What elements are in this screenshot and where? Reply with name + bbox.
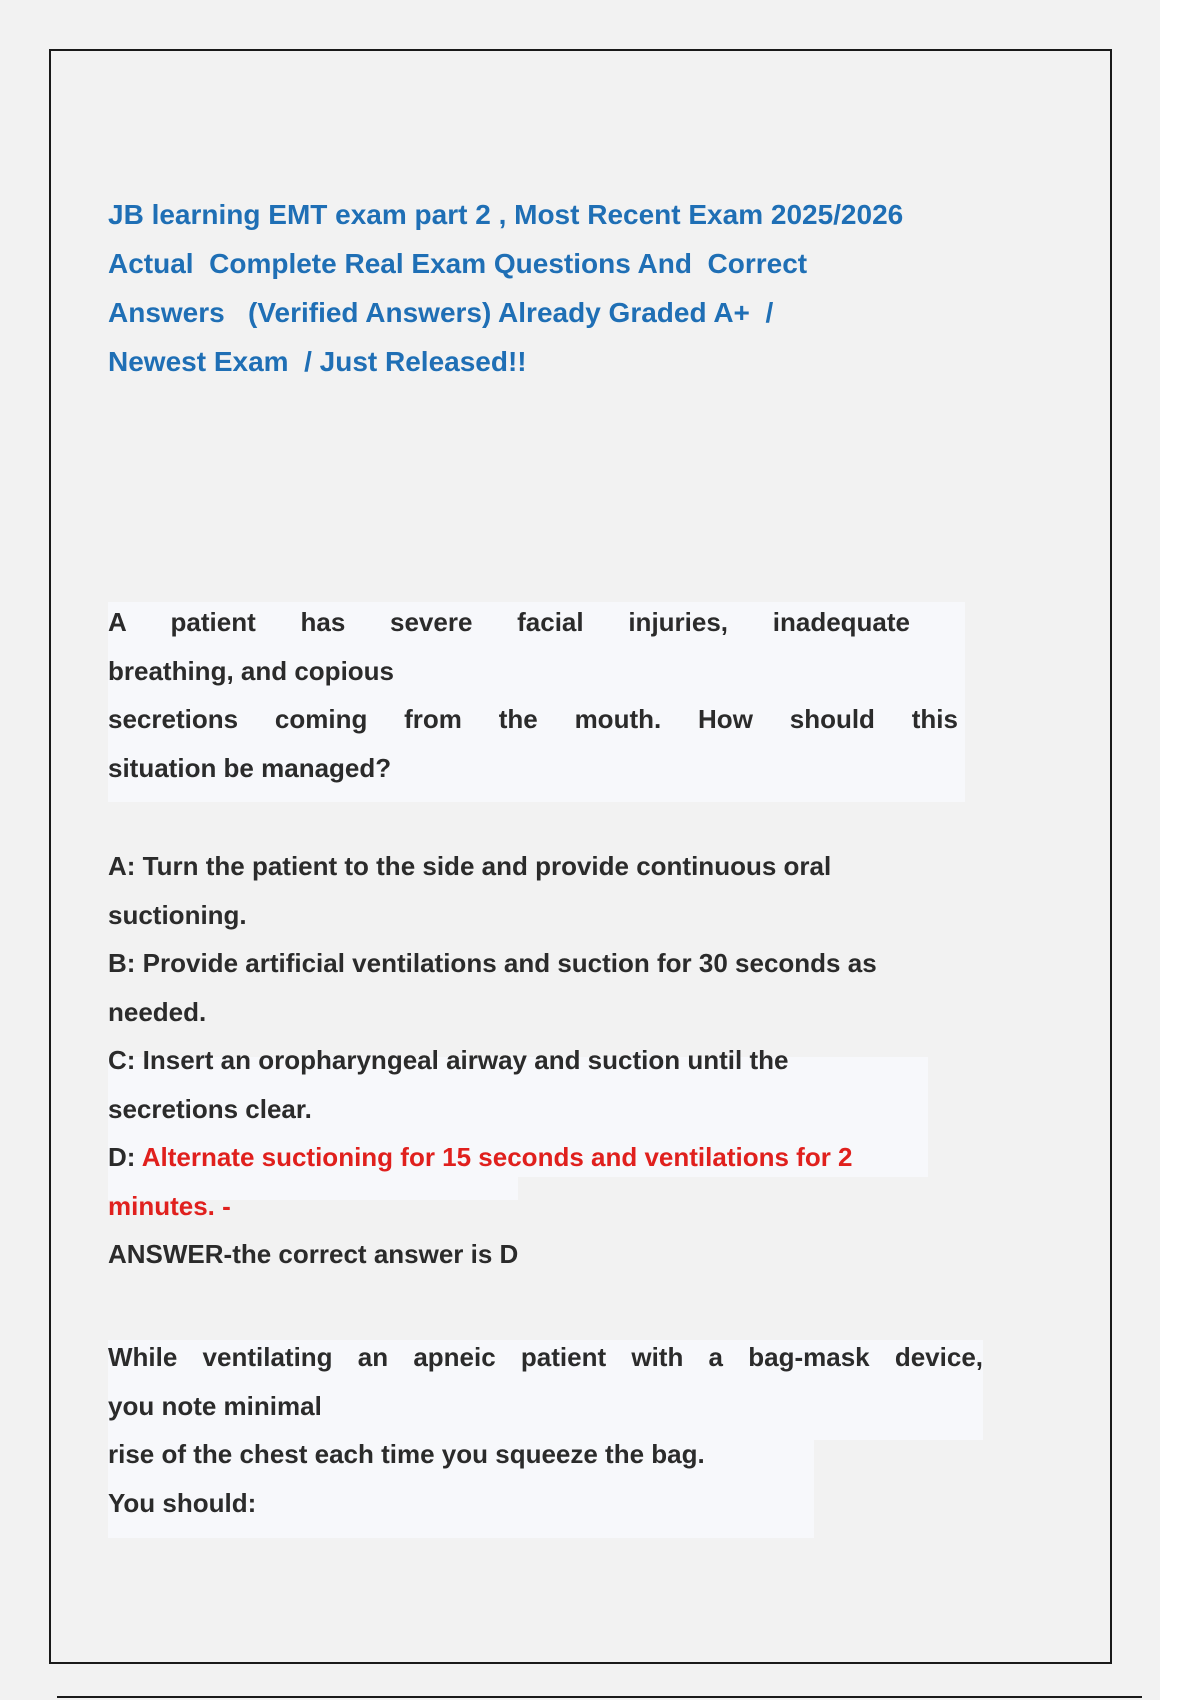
question1-line-1: A patient has severe facial injuries, inadequate — [108, 607, 910, 637]
question1-options — [108, 842, 1008, 1279]
option-a-line-1: A: Turn the patient to the side and provide continuous oral — [108, 851, 832, 881]
option-d-correct-text: Alternate suctioning for 15 seconds and ventilations for 2 — [141, 1142, 853, 1172]
option-c-line-2: secretions clear. — [108, 1093, 312, 1124]
question1-line-3: secretions coming from the mouth. How should this — [108, 704, 958, 734]
option-c-line-1: C: Insert an oropharyngeal airway and suction until the — [108, 1045, 789, 1075]
title-line-4: Newest Exam / Just Released!! — [108, 346, 527, 377]
option-d-prefix: D: — [108, 1142, 142, 1172]
question1-line-4: situation be managed? — [108, 752, 392, 783]
option-b-line-1: B: Provide artificial ventilations and suction for 30 seconds as — [108, 948, 877, 978]
right-margin-strip — [1160, 0, 1200, 1700]
option-a-line-2: suctioning. — [108, 899, 247, 930]
option-b-line-2: needed. — [108, 996, 207, 1027]
question2-line-2: you note minimal — [108, 1390, 322, 1421]
question2-stem — [108, 1333, 983, 1527]
document-title — [108, 190, 1008, 386]
title-line-1: JB learning EMT exam part 2 , Most Recent Exam 2025/2026 — [108, 199, 904, 230]
option-d-line-1 — [108, 1133, 1008, 1182]
question1-stem-cont — [108, 695, 958, 792]
title-line-2: Actual Complete Real Exam Questions And Correct — [108, 248, 808, 279]
bottom-rule — [57, 1696, 1142, 1698]
question1-stem — [108, 598, 910, 695]
answer-line: ANSWER-the correct answer is D — [108, 1239, 519, 1269]
question1-line-2: breathing, and copious — [108, 655, 395, 686]
title-line-3: Answers (Verified Answers) Already Graded A+ / — [108, 297, 774, 328]
option-d-line-2: minutes. - — [108, 1190, 231, 1221]
question2-line-3: rise of the chest each time you squeeze the bag. — [108, 1439, 705, 1469]
question2-line-4: You should: — [108, 1487, 257, 1518]
question2-line-1: While ventilating an apneic patient with a bag-mask device, — [108, 1342, 983, 1372]
